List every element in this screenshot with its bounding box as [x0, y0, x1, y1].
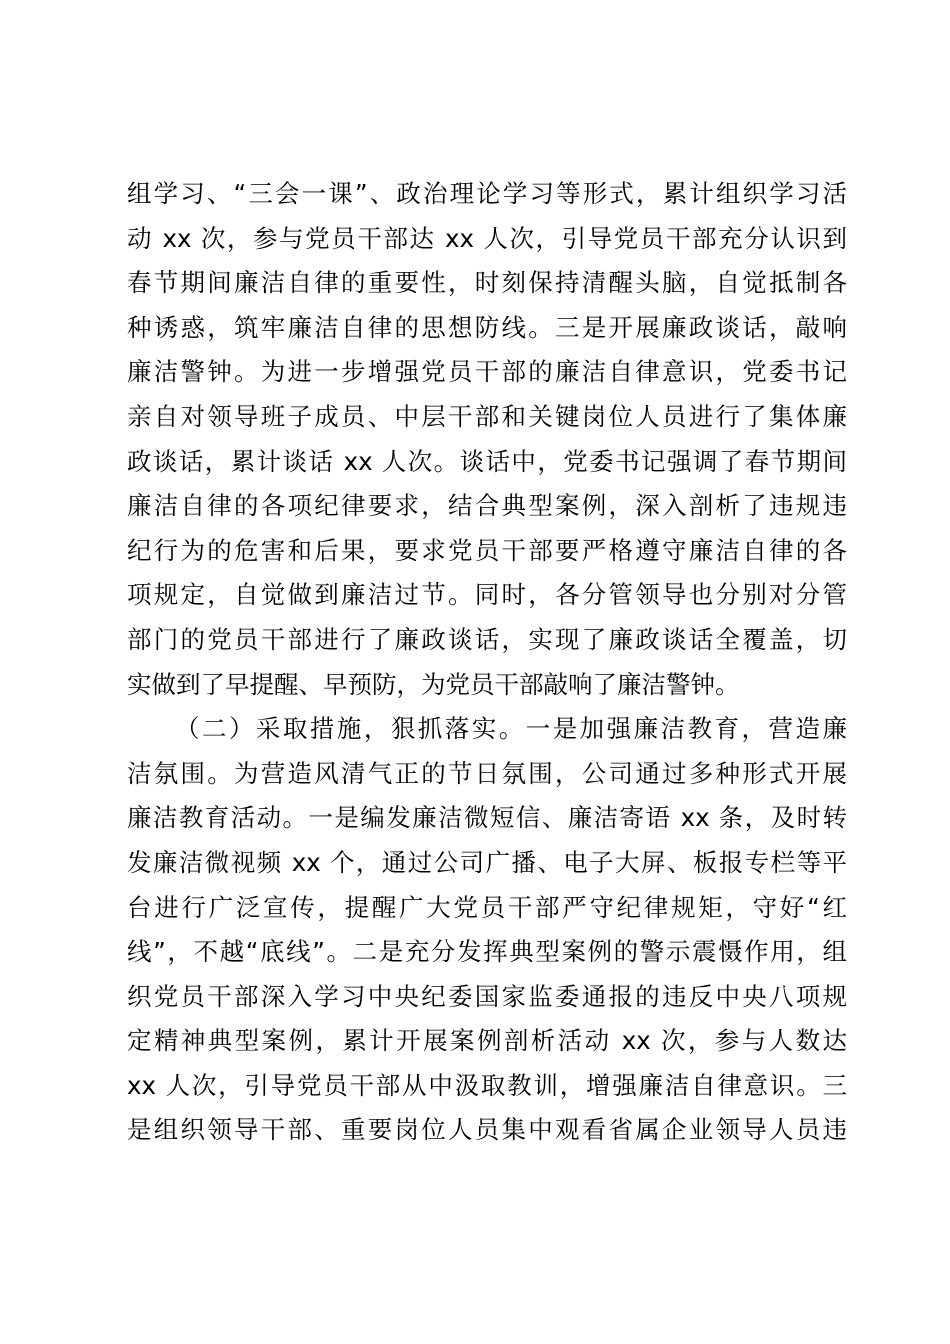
text-line: 织党员干部深入学习中央纪委国家监委通报的违反中央八项规: [127, 981, 847, 1011]
body-text: [127, 172, 847, 1153]
text-line: 发廉洁微视频 xx 个，通过公司广播、电子大屏、板报专栏等平: [127, 847, 847, 877]
text-line: 部门的党员干部进行了廉政谈话，实现了廉政谈话全覆盖，切: [127, 624, 847, 654]
text-line: 动 xx 次，参与党员干部达 xx 人次，引导党员干部充分认识到: [127, 223, 847, 253]
text-line: xx 人次，引导党员干部从中汲取教训，增强廉洁自律意识。三: [127, 1070, 847, 1100]
text-line: 廉洁教育活动。一是编发廉洁微短信、廉洁寄语 xx 条，及时转: [127, 803, 847, 833]
text-line: 项规定，自觉做到廉洁过节。同时，各分管领导也分别对分管: [127, 580, 847, 610]
text-line: 种诱惑，筑牢廉洁自律的思想防线。三是开展廉政谈话，敲响: [127, 312, 847, 342]
text-line: 政谈话，累计谈话 xx 人次。谈话中，党委书记强调了春节期间: [127, 446, 847, 476]
section-heading-line: （二）采取措施，狠抓落实。一是加强廉洁教育，营造廉: [175, 714, 847, 744]
paragraph-end-line: 实做到了早提醒、早预防，为党员干部敲响了廉洁警钟。: [127, 669, 740, 699]
text-line: 台进行广泛宣传，提醒广大党员干部严守纪律规矩，守好“红: [127, 892, 847, 922]
text-line: 是组织领导干部、重要岗位人员集中观看省属企业领导人员违: [127, 1115, 847, 1145]
text-line: 纪行为的危害和后果，要求党员干部要严格遵守廉洁自律的各: [127, 535, 847, 565]
text-line: 定精神典型案例，累计开展案例剖析活动 xx 次，参与人数达: [127, 1026, 847, 1056]
text-line: 组学习、“三会一课”、政治理论学习等形式，累计组织学习活: [127, 179, 847, 208]
text-line: 洁氛围。为营造风清气正的节日氛围，公司通过多种形式开展: [127, 758, 847, 788]
text-line: 廉洁警钟。为进一步增强党员干部的廉洁自律意识，党委书记: [127, 357, 847, 387]
text-line: 线”，不越“底线”。二是充分发挥典型案例的警示震慑作用，组: [127, 937, 847, 967]
text-line: 廉洁自律的各项纪律要求，结合典型案例，深入剖析了违规违: [127, 491, 847, 521]
text-line: 春节期间廉洁自律的重要性，时刻保持清醒头脑，自觉抵制各: [127, 268, 847, 298]
text-line: 亲自对领导班子成员、中层干部和关键岗位人员进行了集体廉: [127, 401, 847, 431]
